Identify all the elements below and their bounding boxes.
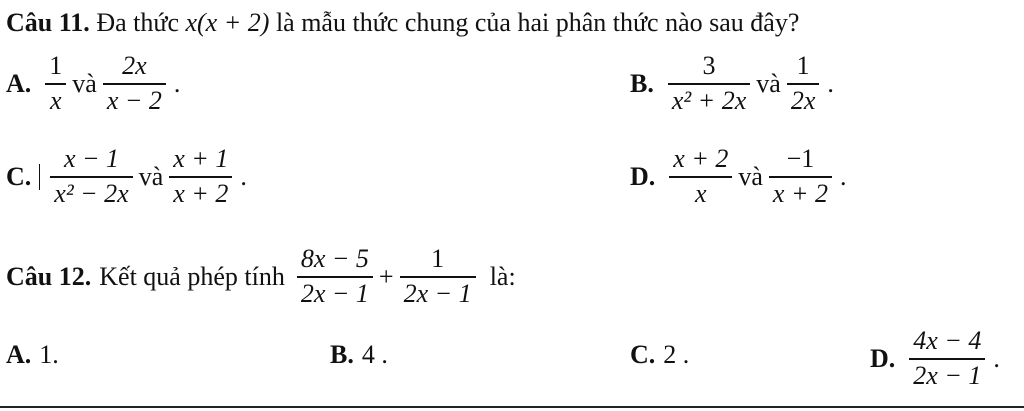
q12-d-num: 4x − 4 bbox=[913, 326, 982, 355]
q11-a-f1-num: 1 bbox=[49, 51, 63, 80]
fraction-bar bbox=[103, 83, 166, 85]
q12-d-end: . bbox=[993, 343, 1000, 373]
q11-title: Câu 11. bbox=[6, 8, 90, 37]
q11-b-f1-den: x² + 2x bbox=[671, 85, 747, 115]
q12-text-after: là: bbox=[489, 261, 516, 291]
q11-option-b[interactable] bbox=[630, 52, 834, 115]
q12-option-c-label: C. bbox=[630, 340, 656, 369]
q11-b-f2-num: 1 bbox=[796, 51, 810, 80]
q11-a-end: . bbox=[173, 68, 181, 98]
q11-option-c-label: C. bbox=[6, 161, 32, 191]
q11-c-f1-num: x − 1 bbox=[63, 144, 120, 173]
q12-f1-den: 2x − 1 bbox=[300, 278, 369, 308]
fraction-bar bbox=[909, 358, 985, 360]
q11-c-fraction-1 bbox=[50, 145, 132, 208]
q11-c-and: và bbox=[138, 161, 164, 191]
q11-option-b-label: B. bbox=[630, 68, 654, 98]
q11-b-and: và bbox=[756, 68, 781, 98]
q12-option-d-label: D. bbox=[870, 343, 896, 373]
q11-a-f1-den: x bbox=[50, 85, 62, 115]
q11-b-end: . bbox=[827, 68, 834, 98]
q12-title: Câu 12. bbox=[6, 261, 92, 291]
q11-option-a-label: A. bbox=[6, 68, 32, 98]
text-cursor-mark bbox=[39, 164, 40, 190]
q11-c-fraction-2 bbox=[169, 145, 232, 208]
q11-expression: x(x + 2) bbox=[185, 8, 270, 37]
q11-b-fraction-1 bbox=[668, 52, 750, 115]
q12-option-b-value: 4 . bbox=[361, 340, 388, 369]
q12-option-c-value: 2 . bbox=[663, 340, 690, 369]
fraction-bar bbox=[400, 276, 476, 278]
q12-question-line bbox=[6, 245, 516, 308]
q11-d-end: . bbox=[840, 161, 847, 191]
q11-d-fraction-1 bbox=[669, 145, 732, 208]
q12-option-d[interactable] bbox=[870, 327, 1000, 390]
q11-text-after: là mẫu thức chung của hai phân thức nào sau đây? bbox=[275, 8, 800, 37]
q12-option-b[interactable] bbox=[330, 340, 388, 370]
q11-c-f1-den: x² − 2x bbox=[54, 178, 129, 208]
q11-d-f1-num: x + 2 bbox=[673, 144, 729, 173]
q11-c-end: . bbox=[240, 161, 247, 191]
q11-a-and: và bbox=[72, 68, 97, 98]
q11-b-f2-den: 2x bbox=[790, 85, 816, 115]
fraction-bar bbox=[668, 83, 750, 85]
q12-d-den: 2x − 1 bbox=[913, 360, 982, 390]
q12-option-c[interactable] bbox=[630, 340, 689, 370]
fraction-bar bbox=[787, 83, 820, 85]
q11-a-fraction-1 bbox=[45, 52, 66, 115]
q11-b-f1-num: 3 bbox=[702, 51, 716, 80]
q11-d-fraction-2 bbox=[769, 145, 832, 208]
q11-d-f2-den: x + 2 bbox=[772, 178, 829, 208]
q12-f2-den: 2x − 1 bbox=[403, 278, 472, 308]
fraction-bar bbox=[769, 176, 832, 178]
q11-option-c[interactable] bbox=[6, 145, 247, 208]
fraction-bar bbox=[669, 176, 732, 178]
q12-option-b-label: B. bbox=[330, 340, 354, 369]
q11-option-d[interactable] bbox=[630, 145, 847, 208]
q12-fraction-2 bbox=[400, 245, 476, 308]
q11-c-f2-num: x + 1 bbox=[173, 144, 229, 173]
q11-option-a[interactable] bbox=[6, 52, 180, 115]
fraction-bar bbox=[45, 83, 66, 85]
q12-option-a[interactable] bbox=[6, 340, 59, 370]
q11-d-f1-den: x bbox=[695, 178, 707, 208]
fraction-bar bbox=[50, 176, 132, 178]
q11-text-before: Đa thức bbox=[96, 8, 179, 37]
q11-c-f2-den: x + 2 bbox=[173, 178, 229, 208]
q12-d-fraction bbox=[909, 327, 985, 390]
q12-text-before: Kết quả phép tính bbox=[99, 261, 285, 291]
q11-b-fraction-2 bbox=[787, 52, 820, 115]
q11-option-d-label: D. bbox=[630, 161, 656, 191]
q12-f1-num: 8x − 5 bbox=[300, 244, 369, 273]
q11-a-f2-den: x − 2 bbox=[106, 85, 162, 115]
fraction-bar bbox=[169, 176, 232, 178]
q12-fraction-1 bbox=[297, 245, 373, 308]
q11-a-f2-num: 2x bbox=[122, 51, 147, 80]
fraction-bar bbox=[297, 276, 373, 278]
q11-d-and: và bbox=[738, 161, 763, 191]
q12-option-a-label: A. bbox=[6, 340, 32, 369]
q12-option-a-value: 1. bbox=[39, 340, 59, 369]
q11-a-fraction-2 bbox=[103, 52, 166, 115]
q11-question-line bbox=[6, 8, 1024, 38]
q12-plus: + bbox=[378, 261, 394, 291]
q12-f2-num: 1 bbox=[431, 244, 445, 273]
bottom-divider bbox=[0, 406, 1024, 408]
q11-d-f2-num: −1 bbox=[786, 144, 815, 173]
